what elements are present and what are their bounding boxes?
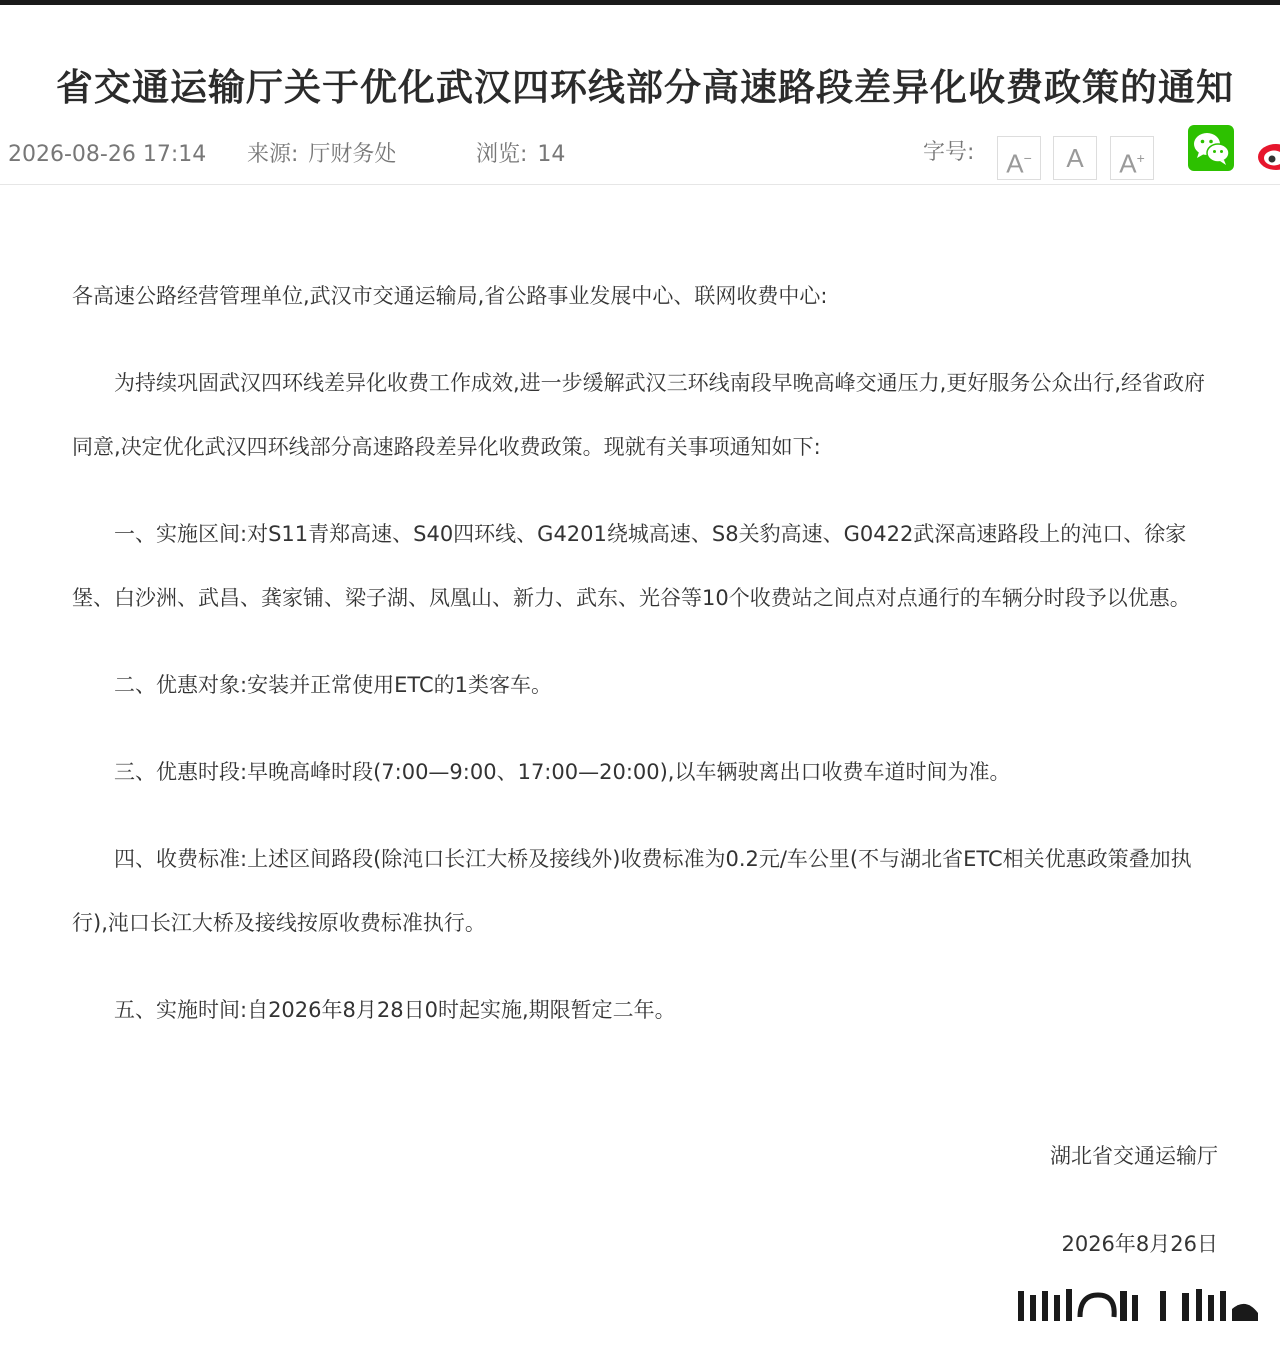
font-increase-button[interactable]	[1110, 136, 1154, 180]
font-normal-button[interactable]	[1053, 136, 1097, 180]
view-count	[476, 140, 565, 170]
wechat-icon[interactable]	[1188, 125, 1234, 171]
page-title: 省交通运输厅关于优化武汉四环线部分高速路段差异化收费政策的通知	[56, 65, 1234, 109]
item-paragraph-5: 五、实施时间:自2026年8月28日0时起实施,期限暂定二年。	[114, 998, 676, 1022]
signature-org: 湖北省交通运输厅	[1050, 1144, 1218, 1168]
item-paragraph-1: 一、实施区间:对S11青郑高速、S40四环线、G4201绕城高速、S8关豹高速、G0422武深高速路段上的沌口、徐家堡、白沙洲、武昌、龚家铺、梁子湖、凤凰山、新力、武东、光谷等10个收费站之间点对点通行的车辆分时段予以优惠。	[72, 522, 1191, 610]
item-paragraph-4: 四、收费标准:上述区间路段(除沌口长江大桥及接线外)收费标准为0.2元/车公里(不与湖北省ETC相关优惠政策叠加执行),沌口长江大桥及接线按原收费标准执行。	[72, 847, 1192, 935]
item-paragraph-2: 二、优惠对象:安装并正常使用ETC的1类客车。	[114, 673, 552, 697]
salutation: 各高速公路经营管理单位,武汉市交通运输局,省公路事业发展中心、联网收费中心:	[72, 284, 828, 308]
plus-icon: +	[1136, 150, 1145, 166]
publish-date: 2026-08-26 17:14	[8, 142, 207, 167]
article-body	[72, 264, 1222, 1065]
item-paragraph-3: 三、优惠时段:早晚高峰时段(7:00—9:00、17:00—20:00),以车辆驶离出口收费车道时间为准。	[114, 760, 1011, 784]
font-increase-label: A	[1119, 148, 1137, 179]
weibo-icon[interactable]	[1256, 130, 1280, 172]
font-decrease-label: A	[1006, 148, 1024, 179]
views-value: 14	[537, 142, 566, 167]
source-info	[247, 140, 396, 170]
font-decrease-button[interactable]	[997, 136, 1041, 180]
minus-icon: −	[1023, 150, 1032, 166]
watermark-logo	[1010, 1287, 1260, 1325]
font-normal-label: A	[1066, 143, 1084, 173]
views-label: 浏览:	[476, 142, 528, 167]
font-size-label: 字号:	[923, 140, 975, 165]
source-label: 来源:	[247, 142, 299, 167]
source-value: 厅财务处	[308, 142, 397, 167]
top-bar	[0, 0, 1280, 5]
header-divider	[0, 184, 1280, 185]
intro-paragraph: 为持续巩固武汉四环线差异化收费工作成效,进一步缓解武汉三环线南段早晚高峰交通压力,更好服务公众出行,经省政府同意,决定优化武汉四环线部分高速路段差异化收费政策。现就有关事项通知如下:	[72, 371, 1206, 459]
signature-date: 2026年8月26日	[1061, 1232, 1218, 1256]
